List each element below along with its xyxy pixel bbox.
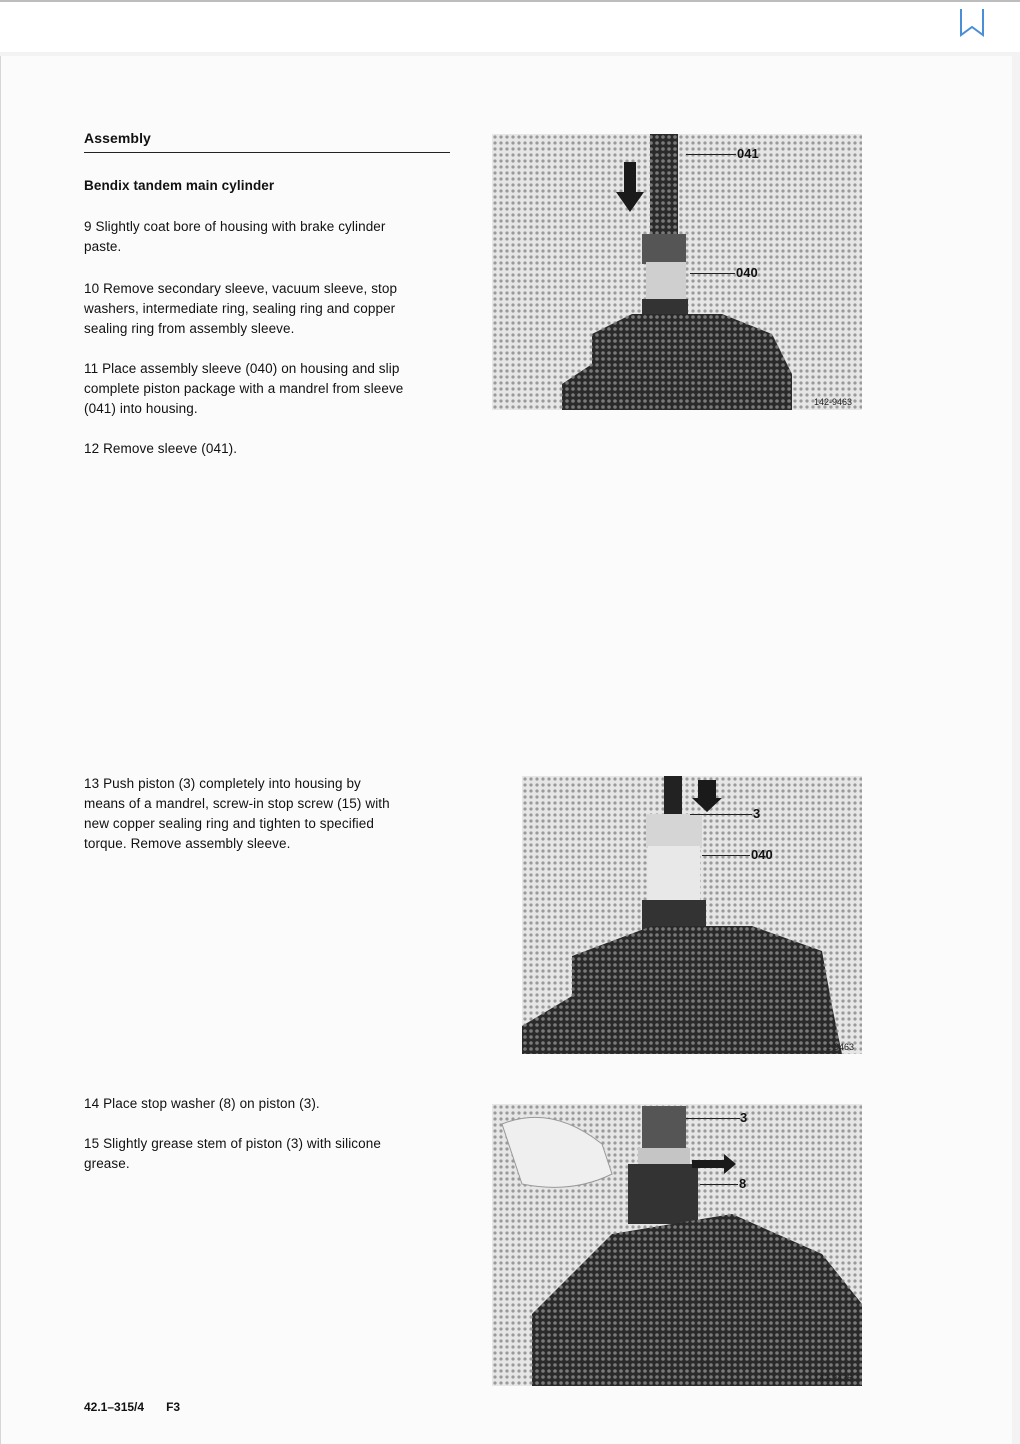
- step-12: [84, 439, 237, 459]
- step-9-line-2: paste.: [84, 239, 122, 254]
- figure-1-photo: [492, 134, 862, 410]
- step-15: [84, 1134, 381, 1174]
- step-13-line-4: torque. Remove assembly sleeve.: [84, 836, 291, 851]
- callout-line-040: [690, 273, 735, 274]
- step-11-line-1: 11 Place assembly sleeve (040) on housing and slip: [84, 361, 400, 376]
- step-10: [84, 279, 397, 339]
- footer-section: F3: [166, 1400, 181, 1414]
- step-13: [84, 774, 390, 854]
- step-14-line-1: 14 Place stop washer (8) on piston (3).: [84, 1096, 320, 1111]
- bookmark-icon[interactable]: [958, 6, 986, 38]
- figure-2-code: 2-9463: [826, 1042, 855, 1052]
- callout-3-b: 3: [740, 1110, 748, 1125]
- step-10-line-1: 10 Remove secondary sleeve, vacuum sleeve, stop: [84, 281, 398, 296]
- section-title: Assembly: [84, 130, 151, 146]
- callout-line-040-b: [702, 855, 750, 856]
- callout-8: 8: [739, 1176, 747, 1191]
- figure-3-photo: [492, 1104, 862, 1386]
- callout-040: 040: [736, 265, 758, 280]
- subsection-title: Bendix tandem main cylinder: [84, 178, 275, 193]
- step-13-line-3: new copper sealing ring and tighten to specified: [84, 816, 374, 831]
- step-13-line-1: 13 Push piston (3) completely into housing by: [84, 776, 361, 791]
- callout-3: 3: [753, 806, 761, 821]
- figure-3-code: 142-9436: [814, 1373, 853, 1383]
- step-10-line-2: washers, intermediate ring, sealing ring and copper: [84, 301, 396, 316]
- viewer-toolbar: [0, 0, 1020, 52]
- figure-1-code: 142-9463: [814, 397, 853, 407]
- step-11: [84, 359, 403, 419]
- callout-line-041: [686, 154, 736, 155]
- footer-doc-number: 42.1–315/4: [84, 1400, 145, 1414]
- section-divider: [84, 152, 450, 153]
- step-15-line-2: grease.: [84, 1156, 130, 1171]
- step-15-line-1: 15 Slightly grease stem of piston (3) with silicone: [84, 1136, 381, 1151]
- step-14: [84, 1094, 320, 1114]
- callout-line-3-b: [686, 1118, 740, 1119]
- figure-2-photo: [522, 776, 862, 1054]
- step-13-line-2: means of a mandrel, screw-in stop screw (15) with: [84, 796, 390, 811]
- callout-041: 041: [737, 146, 759, 161]
- step-11-line-2: complete piston package with a mandrel from sleeve: [84, 381, 404, 396]
- callout-line-3: [690, 814, 752, 815]
- step-12-line-1: 12 Remove sleeve (041).: [84, 441, 238, 456]
- step-10-line-3: sealing ring from assembly sleeve.: [84, 321, 295, 336]
- callout-line-8: [700, 1184, 738, 1185]
- callout-040-b: 040: [751, 847, 773, 862]
- step-9: [84, 217, 386, 257]
- page-footer: [84, 1400, 202, 1414]
- step-9-line-1: 9 Slightly coat bore of housing with brake cylinder: [84, 219, 386, 234]
- step-11-line-3: (041) into housing.: [84, 401, 198, 416]
